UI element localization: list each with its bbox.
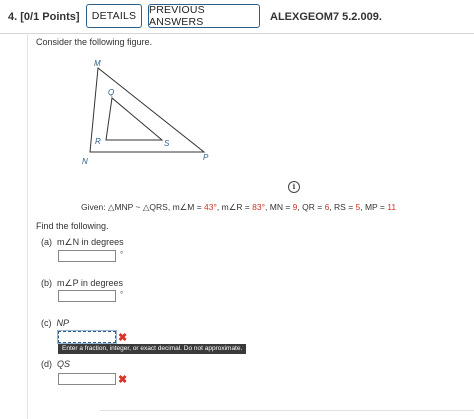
given-sep: , RS = (329, 202, 356, 212)
triangle-figure (78, 56, 218, 166)
part-letter: (a) (41, 237, 52, 247)
find-instruction: Find the following. (36, 221, 109, 231)
input-hint-tooltip: Enter a fraction, integer, or exact decimal. Do not approximate. (58, 344, 246, 354)
question-header (0, 0, 474, 34)
part-letter: (b) (41, 278, 52, 288)
info-icon[interactable]: i (288, 181, 300, 193)
incorrect-x-icon: ✖ (118, 332, 128, 344)
degree-unit: ° (120, 290, 124, 299)
label-n: N (82, 157, 88, 166)
prompt-text: Consider the following figure. (36, 37, 153, 47)
part-a-label (41, 237, 124, 248)
part-d-label (41, 359, 70, 369)
given-sep: , MN = (265, 202, 293, 212)
incorrect-x-icon: ✖ (118, 374, 128, 386)
part-c-label (41, 318, 69, 328)
triangle-mnp (90, 68, 204, 152)
answer-input-d[interactable] (58, 373, 116, 385)
given-qr: 6 (324, 202, 330, 212)
triangle-qrs (106, 98, 162, 140)
question-id: ALEXGEOM7 5.2.009. (270, 11, 382, 23)
given-mn: 9 (292, 202, 298, 212)
given-mp: 11 (387, 202, 397, 212)
answer-input-b[interactable] (58, 290, 116, 302)
content-left-border (27, 33, 28, 419)
part-text: QS (57, 359, 71, 369)
given-sep: , MP = (360, 202, 388, 212)
answer-input-a[interactable] (58, 250, 116, 262)
given-angle-r: 83° (252, 202, 266, 212)
question-number (8, 11, 80, 23)
given-statement (81, 202, 396, 213)
previous-answers-button[interactable]: PREVIOUS ANSWERS (148, 4, 260, 28)
part-b-label (41, 278, 123, 289)
part-text: m∠P in degrees (57, 278, 123, 288)
label-q: Q (108, 88, 115, 97)
given-rs: 5 (355, 202, 361, 212)
label-m: M (94, 59, 101, 68)
question-number-text: 4. (8, 11, 18, 23)
points-label: [0/1 Points] (20, 11, 80, 23)
given-angle-m: 43° (204, 202, 217, 212)
degree-unit: ° (120, 250, 124, 259)
given-sep: , QR = (297, 202, 325, 212)
label-p: P (203, 153, 209, 162)
part-letter: (d) (41, 359, 52, 369)
label-s: S (164, 139, 170, 148)
given-prefix: Given: △MNP ~ △QRS, m∠M = (81, 202, 205, 212)
given-sep: , m∠R = (216, 202, 253, 212)
answer-input-c[interactable] (58, 331, 116, 343)
part-letter: (c) (41, 318, 52, 328)
details-button[interactable]: DETAILS (86, 4, 142, 28)
part-text: m∠N in degrees (57, 237, 124, 247)
label-r: R (95, 137, 101, 146)
bottom-divider (100, 410, 474, 411)
part-text: NP (56, 318, 70, 328)
